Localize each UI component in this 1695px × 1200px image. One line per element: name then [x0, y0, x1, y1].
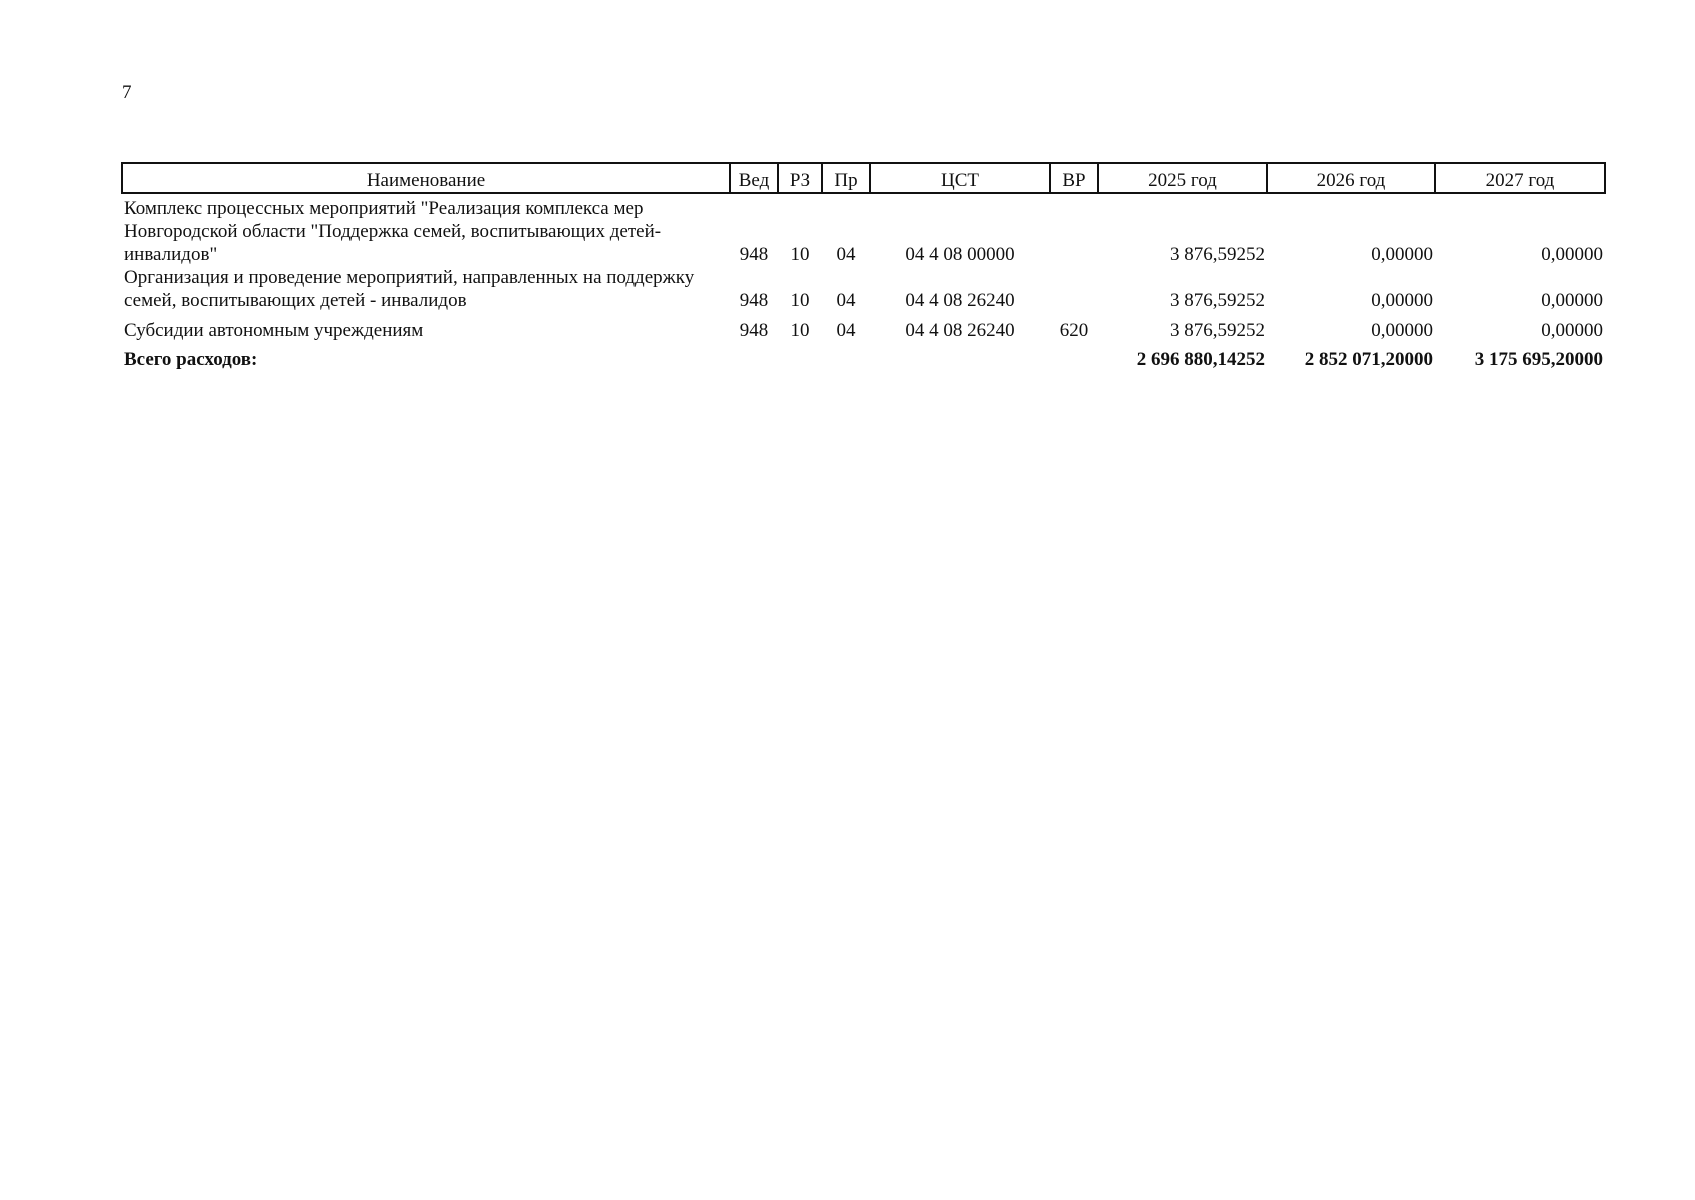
row-pr: 04 [836, 244, 856, 265]
total-2025: 2 696 880,14252 [1136, 349, 1265, 370]
row-pr: 04 [836, 290, 856, 311]
row-2026: 0,00000 [1371, 290, 1433, 311]
total-2026: 2 852 071,20000 [1304, 349, 1433, 370]
header-name: Наименование [122, 163, 730, 193]
total-label: Всего расходов: [124, 349, 258, 370]
total-2027: 3 175 695,20000 [1474, 349, 1603, 370]
table-row [122, 266, 1605, 312]
header-cst: ЦСТ [870, 163, 1050, 193]
table-row [122, 312, 1605, 342]
budget-table [121, 162, 1606, 371]
header-pr: Пр [822, 163, 870, 193]
row-2026: 0,00000 [1371, 244, 1433, 265]
page-number: 7 [122, 82, 132, 103]
row-2027: 0,00000 [1541, 320, 1603, 341]
row-name: Субсидии автономным учреждениям [124, 320, 424, 341]
header-2026: 2026 год [1267, 163, 1435, 193]
row-rz: 10 [790, 320, 810, 341]
row-vr: 620 [1059, 320, 1089, 341]
row-cst: 04 4 08 00000 [905, 244, 1015, 265]
row-2026: 0,00000 [1371, 320, 1433, 341]
row-cst: 04 4 08 26240 [905, 290, 1015, 311]
row-2025: 3 876,59252 [1170, 244, 1265, 265]
row-2025: 3 876,59252 [1170, 290, 1265, 311]
row-name: Организация и проведение мероприятий, направленных на поддержку семей, воспитывающих детей - инвалидов [124, 267, 695, 311]
table-row [122, 193, 1605, 266]
row-vr [1050, 193, 1098, 266]
total-row [122, 342, 1605, 371]
row-2025: 3 876,59252 [1170, 320, 1265, 341]
header-rz: РЗ [778, 163, 822, 193]
row-pr: 04 [836, 320, 856, 341]
row-name: Комплекс процессных мероприятий "Реализация комплекса мер Новгородской области "Поддержка семей, воспитывающих детей-инвалидов" [124, 198, 662, 265]
header-2025: 2025 год [1098, 163, 1267, 193]
row-rz: 10 [790, 290, 810, 311]
header-2027: 2027 год [1435, 163, 1605, 193]
row-2027: 0,00000 [1541, 290, 1603, 311]
row-rz: 10 [790, 244, 810, 265]
row-2027: 0,00000 [1541, 244, 1603, 265]
header-ved: Вед [730, 163, 778, 193]
header-vr: ВР [1050, 163, 1098, 193]
row-cst: 04 4 08 26240 [905, 320, 1015, 341]
table-header-row [122, 163, 1605, 193]
row-ved: 948 [739, 290, 769, 311]
row-vr [1050, 266, 1098, 312]
row-ved: 948 [739, 244, 769, 265]
row-ved: 948 [739, 320, 769, 341]
